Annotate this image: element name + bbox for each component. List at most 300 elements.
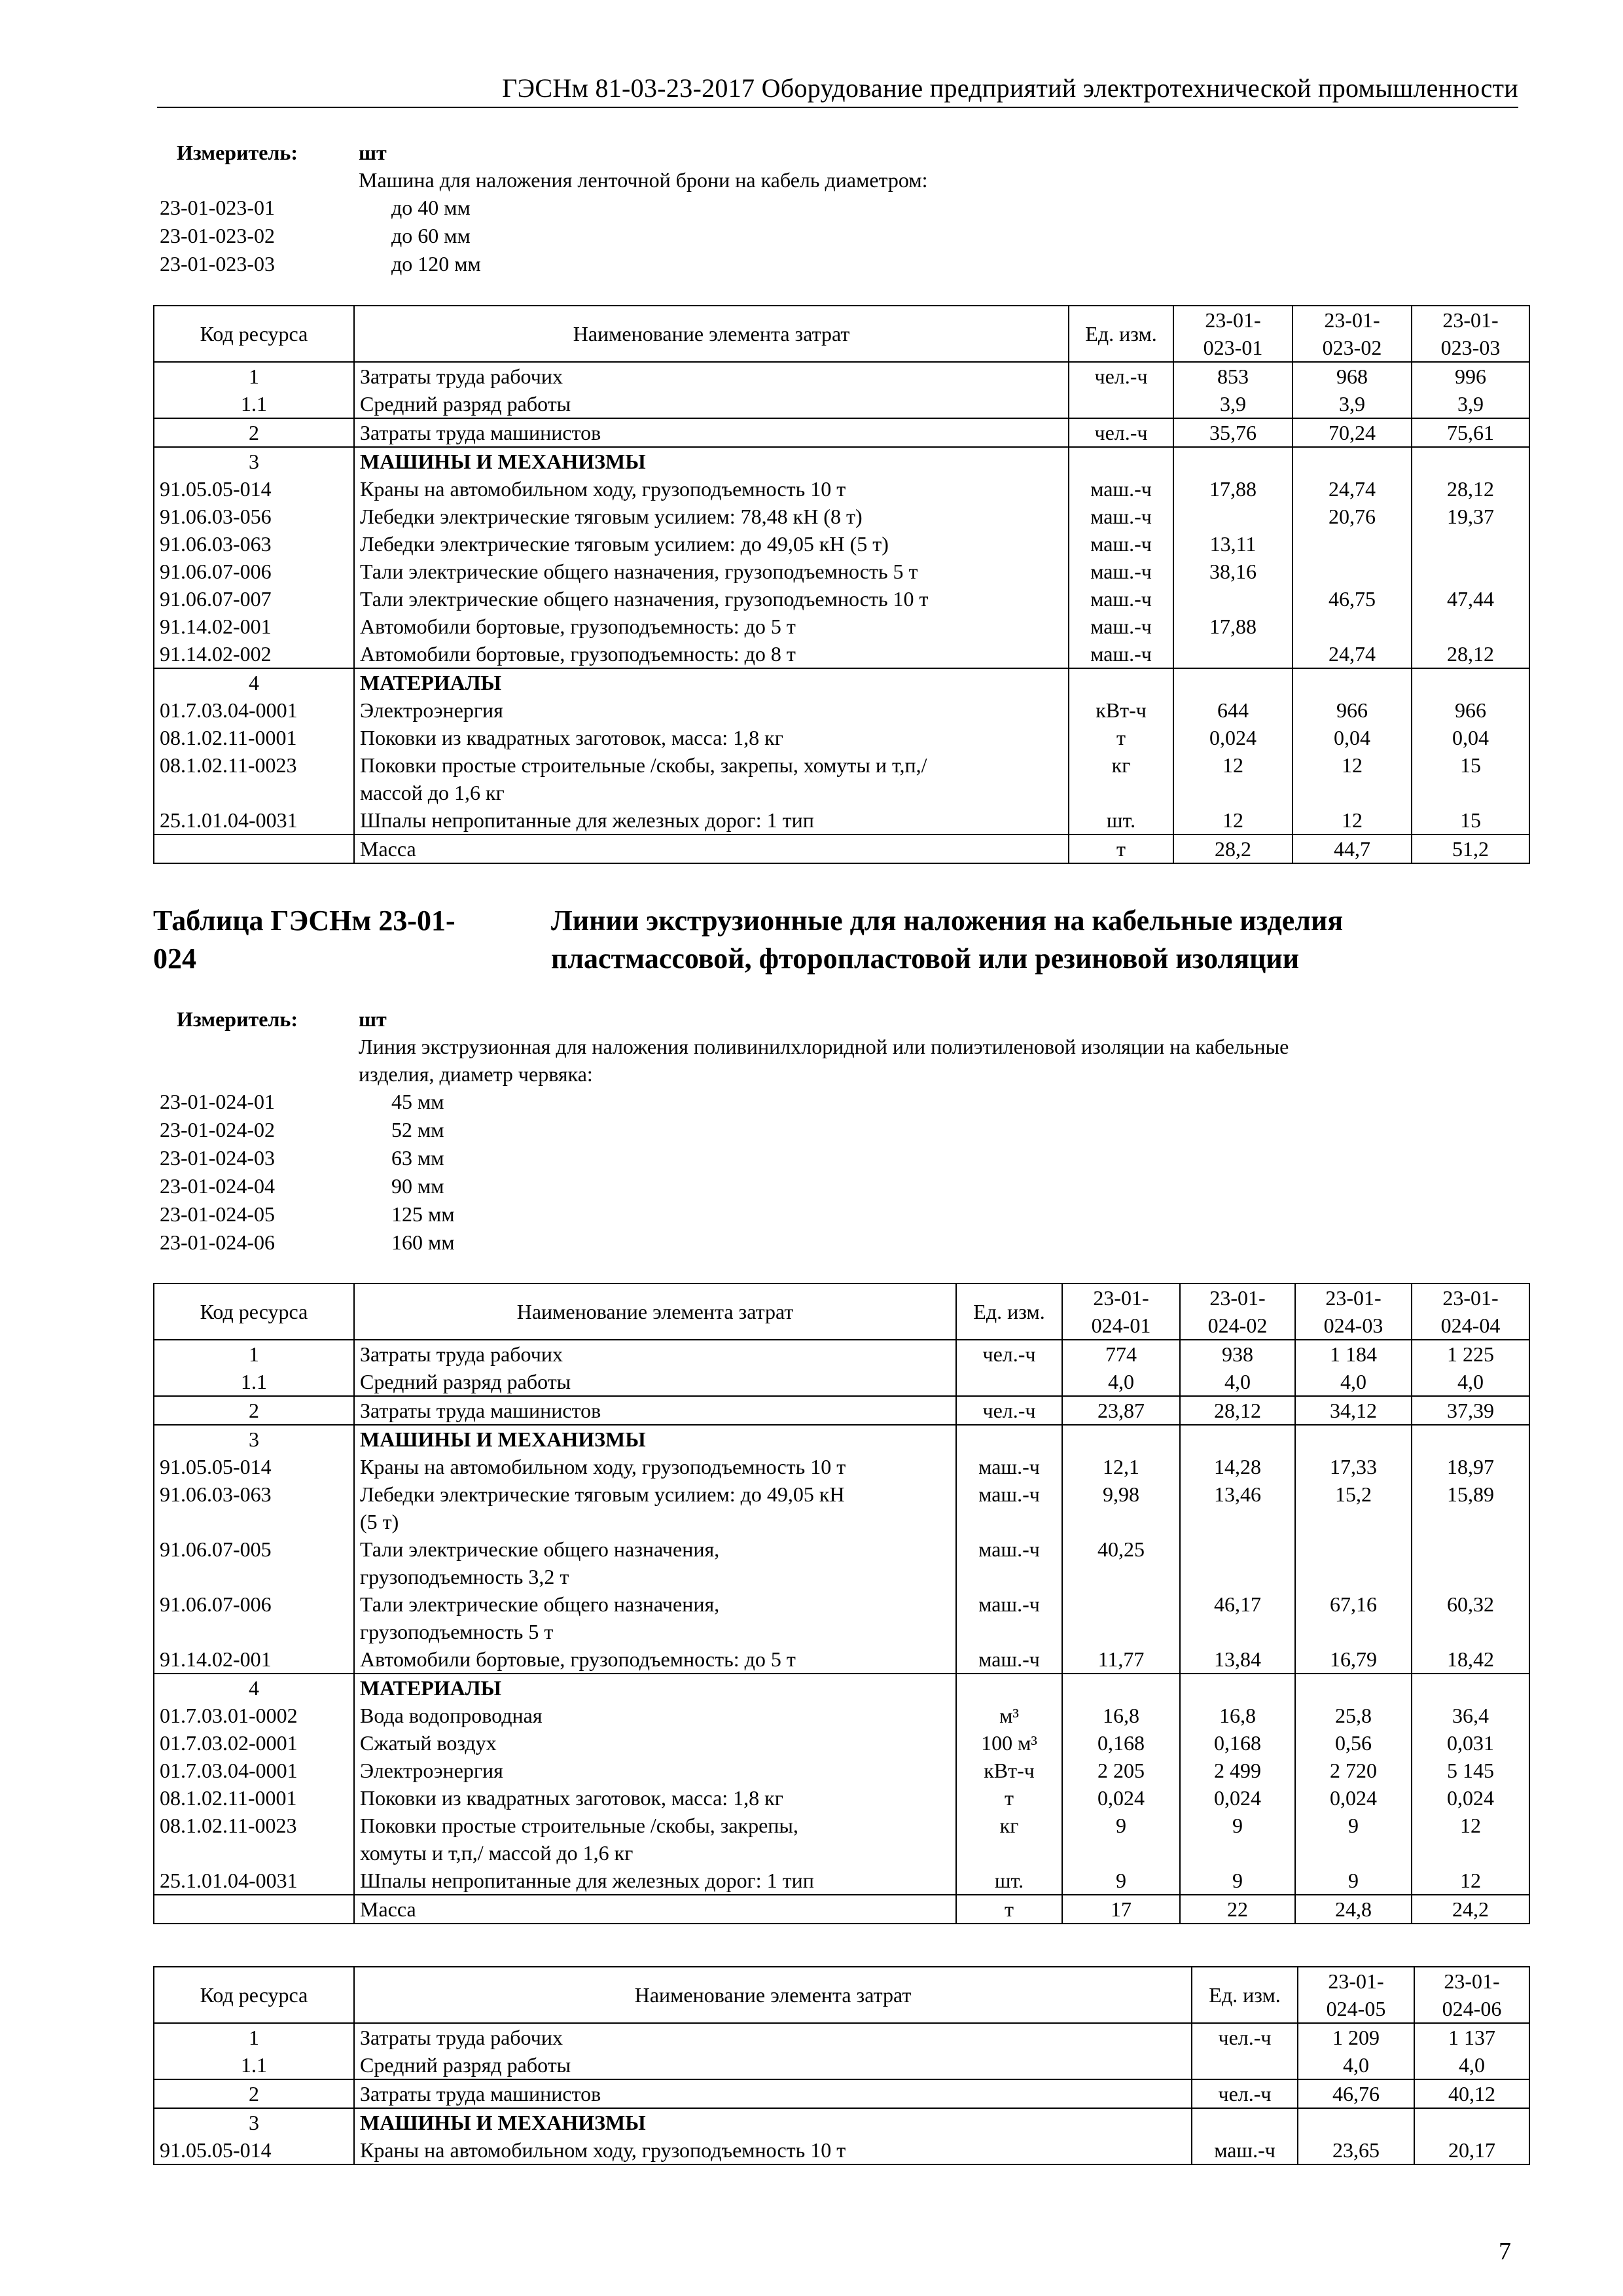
table-row [154,475,1529,503]
cell-code [154,1895,354,1924]
cell-value: 12 [1293,751,1412,806]
resource-table-024-b [153,1966,1530,2165]
cell-code: 25.1.01.04-0031 [154,1867,354,1895]
cell-value: 38,16 [1173,558,1293,585]
cell-value: 0,04 [1293,724,1412,751]
cell-unit [1192,2051,1298,2079]
cell-value: 3,9 [1173,390,1293,418]
cell-value: 3,9 [1293,390,1412,418]
item-code: 23-01-023-02 [160,224,275,247]
cell-name: Краны на автомобильном ходу, грузоподъемность 10 т [354,2136,1192,2164]
cell-value: 18,42 [1412,1645,1529,1674]
cell-unit: т [956,1895,1062,1924]
cell-value: 1 209 [1298,2023,1414,2051]
cell-value: 24,74 [1293,640,1412,668]
cell-name: Лебедки электрические тяговым усилием: до 49,05 кН (5 т) [354,1480,956,1535]
meter-label: Измеритель: [177,1007,298,1031]
table-row [154,724,1529,751]
item-text: 160 мм [391,1230,455,1254]
cell-unit: маш.-ч [956,1453,1062,1480]
cell-code: 1.1 [154,2051,354,2079]
cell-name: МАШИНЫ И МЕХАНИЗМЫ [354,2108,1192,2136]
cell-unit: маш.-ч [1069,558,1173,585]
cell-code: 91.06.07-006 [154,1590,354,1645]
cell-value: 4,0 [1412,1368,1529,1396]
cell-value: 966 [1293,696,1412,724]
cell-value: 34,12 [1295,1396,1412,1425]
item-text: 125 мм [391,1202,455,1226]
cell-code: 91.06.07-005 [154,1535,354,1590]
column-header-norm: 23-01- 024-04 [1412,1283,1529,1340]
cell-value: 9 [1295,1812,1412,1867]
cell-value [1180,1535,1295,1590]
cell-value [1412,1674,1529,1702]
cell-name: Поковки из квадратных заготовок, масса: 1,8 кг [354,1784,956,1812]
cell-value: 12 [1293,806,1412,834]
cell-unit: чел.-ч [1069,418,1173,447]
column-header-name: Наименование элемента затрат [354,1283,956,1340]
cell-value [1293,613,1412,640]
table-row [154,1757,1529,1784]
column-header-code: Код ресурса [154,306,354,362]
table-row [154,834,1529,863]
item-text: 90 мм [391,1174,444,1198]
cell-name: Автомобили бортовые, грузоподъемность: до 8 т [354,640,1069,668]
cell-value [1412,558,1529,585]
table-row [154,1425,1529,1453]
cell-code: 3 [154,447,354,475]
table-row [154,1674,1529,1702]
cell-name: Вода водопроводная [354,1702,956,1729]
table-row [154,1340,1529,1368]
cell-value: 2 205 [1062,1757,1180,1784]
cell-value: 2 720 [1295,1757,1412,1784]
cell-value [1414,2108,1529,2136]
item-code: 23-01-024-06 [160,1230,275,1254]
cell-value: 24,8 [1295,1895,1412,1924]
cell-value: 12 [1173,806,1293,834]
cell-name: Средний разряд работы [354,390,1069,418]
cell-code: 4 [154,668,354,696]
cell-unit: маш.-ч [956,1535,1062,1590]
cell-value: 46,17 [1180,1590,1295,1645]
cell-unit [1069,390,1173,418]
cell-name: Автомобили бортовые, грузоподъемность: до 5 т [354,613,1069,640]
cell-unit [956,1368,1062,1396]
cell-unit: шт. [1069,806,1173,834]
cell-value: 4,0 [1414,2051,1529,2079]
cell-code: 91.06.07-006 [154,558,354,585]
cell-code: 91.06.07-007 [154,585,354,613]
cell-value [1412,1425,1529,1453]
cell-value: 15 [1412,806,1529,834]
table-row [154,2108,1529,2136]
cell-value: 1 184 [1295,1340,1412,1368]
table-row [154,362,1529,390]
meter-label: Измеритель: [177,141,298,164]
cell-code: 1 [154,1340,354,1368]
cell-code: 91.05.05-014 [154,475,354,503]
column-header-unit: Ед. изм. [956,1283,1062,1340]
cell-value [1173,668,1293,696]
block-description: Линия экструзионная для наложения поливинилхлоридной или полиэтиленовой изоляции на кабельные изделия, диаметр червяка: [359,1035,1289,1086]
cell-name: Краны на автомобильном ходу, грузоподъемность 10 т [354,475,1069,503]
item-code: 23-01-023-01 [160,196,275,219]
cell-value [1173,585,1293,613]
cell-value: 20,17 [1414,2136,1529,2164]
cell-code: 2 [154,2079,354,2108]
column-header-norm: 23-01- 024-03 [1295,1283,1412,1340]
cell-value: 4,0 [1298,2051,1414,2079]
table-row [154,558,1529,585]
cell-code: 91.06.03-063 [154,530,354,558]
cell-unit: м³ [956,1702,1062,1729]
cell-code: 08.1.02.11-0023 [154,1812,354,1867]
cell-value: 3,9 [1412,390,1529,418]
cell-value: 24,2 [1412,1895,1529,1924]
cell-value [1173,640,1293,668]
cell-value: 28,12 [1180,1396,1295,1425]
cell-unit: маш.-ч [956,1480,1062,1535]
cell-code: 1 [154,362,354,390]
cell-value: 24,74 [1293,475,1412,503]
cell-unit: т [1069,834,1173,863]
cell-value: 968 [1293,362,1412,390]
table-row [154,1368,1529,1396]
cell-value [1293,558,1412,585]
column-header-norm: 23-01- 024-06 [1414,1967,1529,2023]
cell-value: 28,12 [1412,640,1529,668]
cell-value: 28,2 [1173,834,1293,863]
item-text: до 120 мм [391,252,481,276]
cell-unit: кВт-ч [1069,696,1173,724]
cell-code: 2 [154,418,354,447]
column-header-norm: 23-01- 023-01 [1173,306,1293,362]
cell-value: 644 [1173,696,1293,724]
cell-code: 91.14.02-001 [154,613,354,640]
cell-value [1293,530,1412,558]
table-row [154,530,1529,558]
cell-value: 5 145 [1412,1757,1529,1784]
cell-unit [1069,447,1173,475]
cell-value: 16,8 [1062,1702,1180,1729]
cell-name: Затраты труда машинистов [354,2079,1192,2108]
cell-value: 44,7 [1293,834,1412,863]
cell-value: 0,024 [1173,724,1293,751]
cell-name: Электроэнергия [354,696,1069,724]
table-row [154,696,1529,724]
table-row [154,2079,1529,2108]
cell-code: 25.1.01.04-0031 [154,806,354,834]
cell-value: 4,0 [1180,1368,1295,1396]
table-row [154,1702,1529,1729]
item-code: 23-01-024-01 [160,1090,275,1113]
cell-value: 25,8 [1295,1702,1412,1729]
table-row [154,447,1529,475]
table-row [154,418,1529,447]
table-row [154,1590,1529,1645]
item-text: 63 мм [391,1146,444,1170]
cell-code: 3 [154,2108,354,2136]
cell-value [1173,503,1293,530]
cell-name: Лебедки электрические тяговым усилием: 78,48 кН (8 т) [354,503,1069,530]
cell-unit: т [1069,724,1173,751]
table-row [154,668,1529,696]
column-header-name: Наименование элемента затрат [354,306,1069,362]
resource-table-024-a [153,1283,1530,1924]
cell-value: 46,76 [1298,2079,1414,2108]
table-row [154,1453,1529,1480]
cell-code: 1.1 [154,390,354,418]
cell-value: 12 [1173,751,1293,806]
cell-value [1412,668,1529,696]
column-header-unit: Ед. изм. [1069,306,1173,362]
cell-code: 01.7.03.04-0001 [154,1757,354,1784]
cell-code: 3 [154,1425,354,1453]
cell-unit: чел.-ч [956,1396,1062,1425]
column-header-norm: 23-01- 024-05 [1298,1967,1414,2023]
cell-name: Электроэнергия [354,1757,956,1784]
table-row [154,2051,1529,2079]
cell-value: 12 [1412,1812,1529,1867]
cell-value: 40,12 [1414,2079,1529,2108]
cell-value: 9 [1180,1812,1295,1867]
table-row [154,806,1529,834]
cell-value: 1 137 [1414,2023,1529,2051]
cell-value: 37,39 [1412,1396,1529,1425]
column-header-code: Код ресурса [154,1283,354,1340]
cell-value [1180,1674,1295,1702]
cell-value: 28,12 [1412,475,1529,503]
cell-value: 22 [1180,1895,1295,1924]
cell-unit: маш.-ч [1069,530,1173,558]
cell-value: 16,79 [1295,1645,1412,1674]
cell-value [1298,2108,1414,2136]
cell-name: Шпалы непропитанные для железных дорог: 1 тип [354,806,1069,834]
column-header-norm: 23-01- 023-02 [1293,306,1412,362]
cell-value: 17 [1062,1895,1180,1924]
cell-unit: кг [956,1812,1062,1867]
cell-name: Автомобили бортовые, грузоподъемность: до 5 т [354,1645,956,1674]
cell-name: Масса [354,1895,956,1924]
cell-value: 17,88 [1173,613,1293,640]
table-caption-title: Линии экструзионные для наложения на кабельные изделия пластмассовой, фторопластовой или резиновой изоляции [551,905,1344,975]
column-header-name: Наименование элемента затрат [354,1967,1192,2023]
cell-name: Тали электрические общего назначения, грузоподъемность 5 т [354,1590,956,1645]
cell-unit [956,1425,1062,1453]
cell-value: 12,1 [1062,1453,1180,1480]
cell-name: Затраты труда машинистов [354,418,1069,447]
cell-unit: т [956,1784,1062,1812]
column-header-code: Код ресурса [154,1967,354,2023]
cell-name: Масса [354,834,1069,863]
cell-value [1180,1425,1295,1453]
page-number: 7 [1499,2238,1511,2265]
cell-name: Тали электрические общего назначения, грузоподъемность 3,2 т [354,1535,956,1590]
cell-unit: маш.-ч [1069,503,1173,530]
cell-value [1293,447,1412,475]
cell-name: Затраты труда машинистов [354,1396,956,1425]
cell-value: 47,44 [1412,585,1529,613]
cell-value: 13,84 [1180,1645,1295,1674]
cell-name: Средний разряд работы [354,2051,1192,2079]
item-code: 23-01-024-02 [160,1118,275,1141]
cell-name: Тали электрические общего назначения, грузоподъемность 10 т [354,585,1069,613]
cell-unit: маш.-ч [1069,613,1173,640]
cell-value: 19,37 [1412,503,1529,530]
table-row [154,1895,1529,1924]
column-header-unit: Ед. изм. [1192,1967,1298,2023]
cell-unit [1192,2108,1298,2136]
meter-value: шт [359,141,387,164]
cell-value: 15,2 [1295,1480,1412,1535]
cell-value: 70,24 [1293,418,1412,447]
item-code: 23-01-024-04 [160,1174,275,1198]
cell-unit: маш.-ч [1069,585,1173,613]
cell-value [1412,613,1529,640]
table-row [154,585,1529,613]
table-row [154,1867,1529,1895]
cell-code: 4 [154,1674,354,1702]
meter-value: шт [359,1007,387,1031]
cell-value: 40,25 [1062,1535,1180,1590]
table-row [154,2136,1529,2164]
column-header-norm: 23-01- 024-02 [1180,1283,1295,1340]
cell-value: 0,168 [1062,1729,1180,1757]
cell-value: 51,2 [1412,834,1529,863]
table-caption-number: Таблица ГЭСНм 23-01- 024 [153,905,455,975]
cell-name: Лебедки электрические тяговым усилием: до 49,05 кН (5 т) [354,530,1069,558]
cell-name: Краны на автомобильном ходу, грузоподъемность 10 т [354,1453,956,1480]
cell-value: 67,16 [1295,1590,1412,1645]
cell-value: 12 [1412,1867,1529,1895]
cell-code: 91.14.02-002 [154,640,354,668]
cell-value [1062,1425,1180,1453]
cell-unit: чел.-ч [1192,2079,1298,2108]
cell-value: 0,04 [1412,724,1529,751]
table-row [154,1784,1529,1812]
cell-value: 23,65 [1298,2136,1414,2164]
cell-code: 2 [154,1396,354,1425]
item-text: до 40 мм [391,196,471,219]
cell-value [1412,530,1529,558]
cell-value: 2 499 [1180,1757,1295,1784]
table-row [154,751,1529,806]
cell-value: 9 [1062,1812,1180,1867]
cell-value [1173,447,1293,475]
cell-unit: маш.-ч [956,1645,1062,1674]
cell-value [1062,1590,1180,1645]
item-code: 23-01-024-03 [160,1146,275,1170]
table-row [154,1729,1529,1757]
cell-value: 15 [1412,751,1529,806]
item-text: 52 мм [391,1118,444,1141]
cell-value: 0,024 [1412,1784,1529,1812]
cell-value: 853 [1173,362,1293,390]
cell-name: Поковки простые строительные /скобы, закрепы, хомуты и т,п,/ массой до 1,6 кг [354,1812,956,1867]
cell-value: 0,024 [1062,1784,1180,1812]
cell-code: 1.1 [154,1368,354,1396]
cell-value: 75,61 [1412,418,1529,447]
item-code: 23-01-023-03 [160,252,275,276]
cell-value: 9 [1295,1867,1412,1895]
cell-name: Затраты труда рабочих [354,362,1069,390]
header-rule [157,107,1518,108]
cell-value [1062,1674,1180,1702]
table-row [154,390,1529,418]
cell-value [1295,1674,1412,1702]
item-text: до 60 мм [391,224,471,247]
cell-name: Поковки простые строительные /скобы, закрепы, хомуты и т,п,/ массой до 1,6 кг [354,751,1069,806]
cell-name: Затраты труда рабочих [354,1340,956,1368]
cell-code: 91.05.05-014 [154,1453,354,1480]
cell-value: 0,031 [1412,1729,1529,1757]
cell-code: 91.14.02-001 [154,1645,354,1674]
item-text: 45 мм [391,1090,444,1113]
table-row [154,1480,1529,1535]
cell-value: 23,87 [1062,1396,1180,1425]
cell-value: 13,11 [1173,530,1293,558]
cell-unit [956,1674,1062,1702]
table-row [154,503,1529,530]
cell-value: 17,88 [1173,475,1293,503]
cell-value: 1 225 [1412,1340,1529,1368]
cell-value: 9 [1062,1867,1180,1895]
cell-name: Шпалы непропитанные для железных дорог: 1 тип [354,1867,956,1895]
cell-value: 18,97 [1412,1453,1529,1480]
cell-value: 966 [1412,696,1529,724]
cell-unit: кВт-ч [956,1757,1062,1784]
cell-name: Сжатый воздух [354,1729,956,1757]
cell-unit: чел.-ч [1192,2023,1298,2051]
cell-name: Поковки из квадратных заготовок, масса: 1,8 кг [354,724,1069,751]
cell-value: 16,8 [1180,1702,1295,1729]
cell-name: Тали электрические общего назначения, грузоподъемность 5 т [354,558,1069,585]
cell-value: 9,98 [1062,1480,1180,1535]
cell-unit: шт. [956,1867,1062,1895]
table-row [154,2023,1529,2051]
table-row [154,1396,1529,1425]
cell-unit: маш.-ч [956,1590,1062,1645]
running-header: ГЭСНм 81-03-23-2017 Оборудование предприятий электротехнической промышленности [502,73,1518,103]
cell-name: МАШИНЫ И МЕХАНИЗМЫ [354,1425,956,1453]
cell-code: 01.7.03.02-0001 [154,1729,354,1757]
table-row [154,1645,1529,1674]
cell-value: 996 [1412,362,1529,390]
table-row [154,613,1529,640]
cell-value: 15,89 [1412,1480,1529,1535]
cell-name: МАТЕРИАЛЫ [354,668,1069,696]
cell-name: Затраты труда рабочих [354,2023,1192,2051]
column-header-norm: 23-01- 023-03 [1412,306,1529,362]
cell-unit: чел.-ч [956,1340,1062,1368]
cell-value: 17,33 [1295,1453,1412,1480]
cell-code [154,834,354,863]
cell-value: 774 [1062,1340,1180,1368]
cell-value: 36,4 [1412,1702,1529,1729]
cell-unit: маш.-ч [1069,640,1173,668]
cell-value: 0,024 [1295,1784,1412,1812]
cell-name: МАТЕРИАЛЫ [354,1674,956,1702]
cell-name: Средний разряд работы [354,1368,956,1396]
cell-code: 91.06.03-063 [154,1480,354,1535]
cell-code: 01.7.03.04-0001 [154,696,354,724]
cell-value: 4,0 [1062,1368,1180,1396]
cell-value: 46,75 [1293,585,1412,613]
cell-code: 08.1.02.11-0001 [154,724,354,751]
cell-code: 08.1.02.11-0001 [154,1784,354,1812]
cell-value: 35,76 [1173,418,1293,447]
